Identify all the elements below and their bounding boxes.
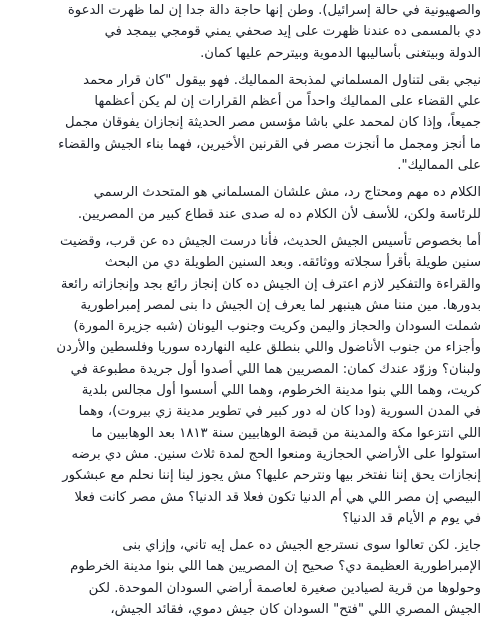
text-line: ما أنجز ومجمل ما أنجزت مصر في القرنين الأخيرين، فهما بناء الجيش والقضاء bbox=[58, 136, 481, 152]
text-line: الجيش المصري اللي "فتح" السودان كان جيش دموي، فقائد الجيش، bbox=[110, 602, 481, 618]
text-line: استولوا على الأراضي الحجازية ومنعوا الحج لمدة ثلاث سنين. مش دي برضه bbox=[71, 446, 481, 462]
text-line: دي بالمسمى ده عندنا ظهرت على إيد صحفي يمني قومجي بيمجد في bbox=[104, 24, 481, 40]
text-line: في المدن السورية (ودا كان له دور كبير في تطوير مدينة زي بيروت)، وهما bbox=[78, 404, 481, 420]
text-line: نيجي بقى لتناول المسلماني لمذبحة المماليك. فهو بيقول "كان قرار محمد bbox=[83, 72, 481, 88]
text-line: أما بخصوص تأسيس الجيش الحديث، فأنا درست الجيش ده عن قرب، وقضيت bbox=[60, 233, 481, 249]
text-line: الدولة وبيتغنى بأساليبها الدموية وبيترحم عليها كمان. bbox=[200, 45, 481, 61]
text-line: وأجزاء من جنوب الأناضول واللي بنطلق عليه النهارده سوريا وفلسطين والأردن bbox=[56, 340, 481, 356]
paragraph bbox=[4, 535, 481, 620]
text-line: الكلام ده مهم ومحتاج رد، مش علشان المسلماني هو المتحدث الرسمي bbox=[93, 185, 481, 201]
text-line: على المماليك". bbox=[397, 158, 481, 174]
text-line: للرئاسة ولكن، للأسف لأن الكلام ده له صدى عند قطاع كبير من المصريين. bbox=[77, 206, 481, 222]
text-line: جميعاً، وإذا كان لمحمد علي باشا مؤسس مصر الحديثة إنجازان يفوقان مجمل bbox=[64, 115, 481, 131]
text-line: والصهيونية في حالة إسرائيل). وطن إنها حاجة دالة جدا إن لما ظهرت الدعوة bbox=[67, 3, 481, 18]
text-line: في يوم م الأيام قد الدنيا؟ bbox=[342, 510, 481, 526]
text-line: ولبنان؟ وزوّد عندك كمان: المصريين هما اللي أصدوا أول جريدة مطبوعة في bbox=[70, 361, 481, 377]
text-line: إنجازات يحق إننا نفتخر بيها ونترحم عليها؟ مش يجوز لينا إننا نحلم مع عبشكور bbox=[62, 468, 481, 484]
paragraph bbox=[4, 231, 481, 529]
text-line: علي القضاء على المماليك واحداً من أعظم القرارات إن لم يكن أعظمها bbox=[94, 94, 481, 110]
text-line: جايز. لكن تعالوا سوى نسترجع الجيش ده عمل إيه تاني، وإزاي بنى bbox=[122, 538, 481, 554]
paragraph bbox=[4, 70, 481, 176]
text-line: شملت السودان والحجاز واليمن وكريت وجنوب اليونان (شبه جزيرة المورة) bbox=[73, 319, 481, 335]
text-line: الإمبراطورية العظيمة دي؟ صحيح إن المصريين هما اللي بنوا مدينة الخرطوم bbox=[70, 559, 481, 575]
text-line: بدورها. مين مننا مش هينبهر لما يعرف إن الجيش دا بنى لمصر إمبراطورية bbox=[80, 297, 481, 313]
text-line: البيصي إن مصر اللي هي أم الدنيا تكون فعلا قد الدنيا؟ مش مصر كانت فعلا bbox=[74, 489, 481, 505]
paragraph bbox=[4, 182, 481, 225]
text-line: وحولوها من قرية لصيادين صغيرة لعاصمة أراضي السودان الموحدة. لكن bbox=[88, 580, 481, 596]
text-line: اللي انتزعوا مكة والمدينة من قبضة الوهابيين سنة ١٨١٣ بعد الوهابيين ما bbox=[91, 425, 481, 441]
text-line: كريت، وهما اللي بنوا مدينة الخرطوم، وهما اللي أسسوا أول مجالس بلدية bbox=[81, 383, 481, 399]
paragraph bbox=[4, 0, 481, 64]
text-line: والقراءة والتفكير لازم اعترف إن الجيش ده كان إنجاز رائع بجد وإنجازاته رائعة bbox=[60, 276, 481, 292]
text-line: سنين طويلة بأقرأ سجلاته ووثائقه. وبعد السنين الطويلة دي من البحث bbox=[104, 255, 481, 271]
